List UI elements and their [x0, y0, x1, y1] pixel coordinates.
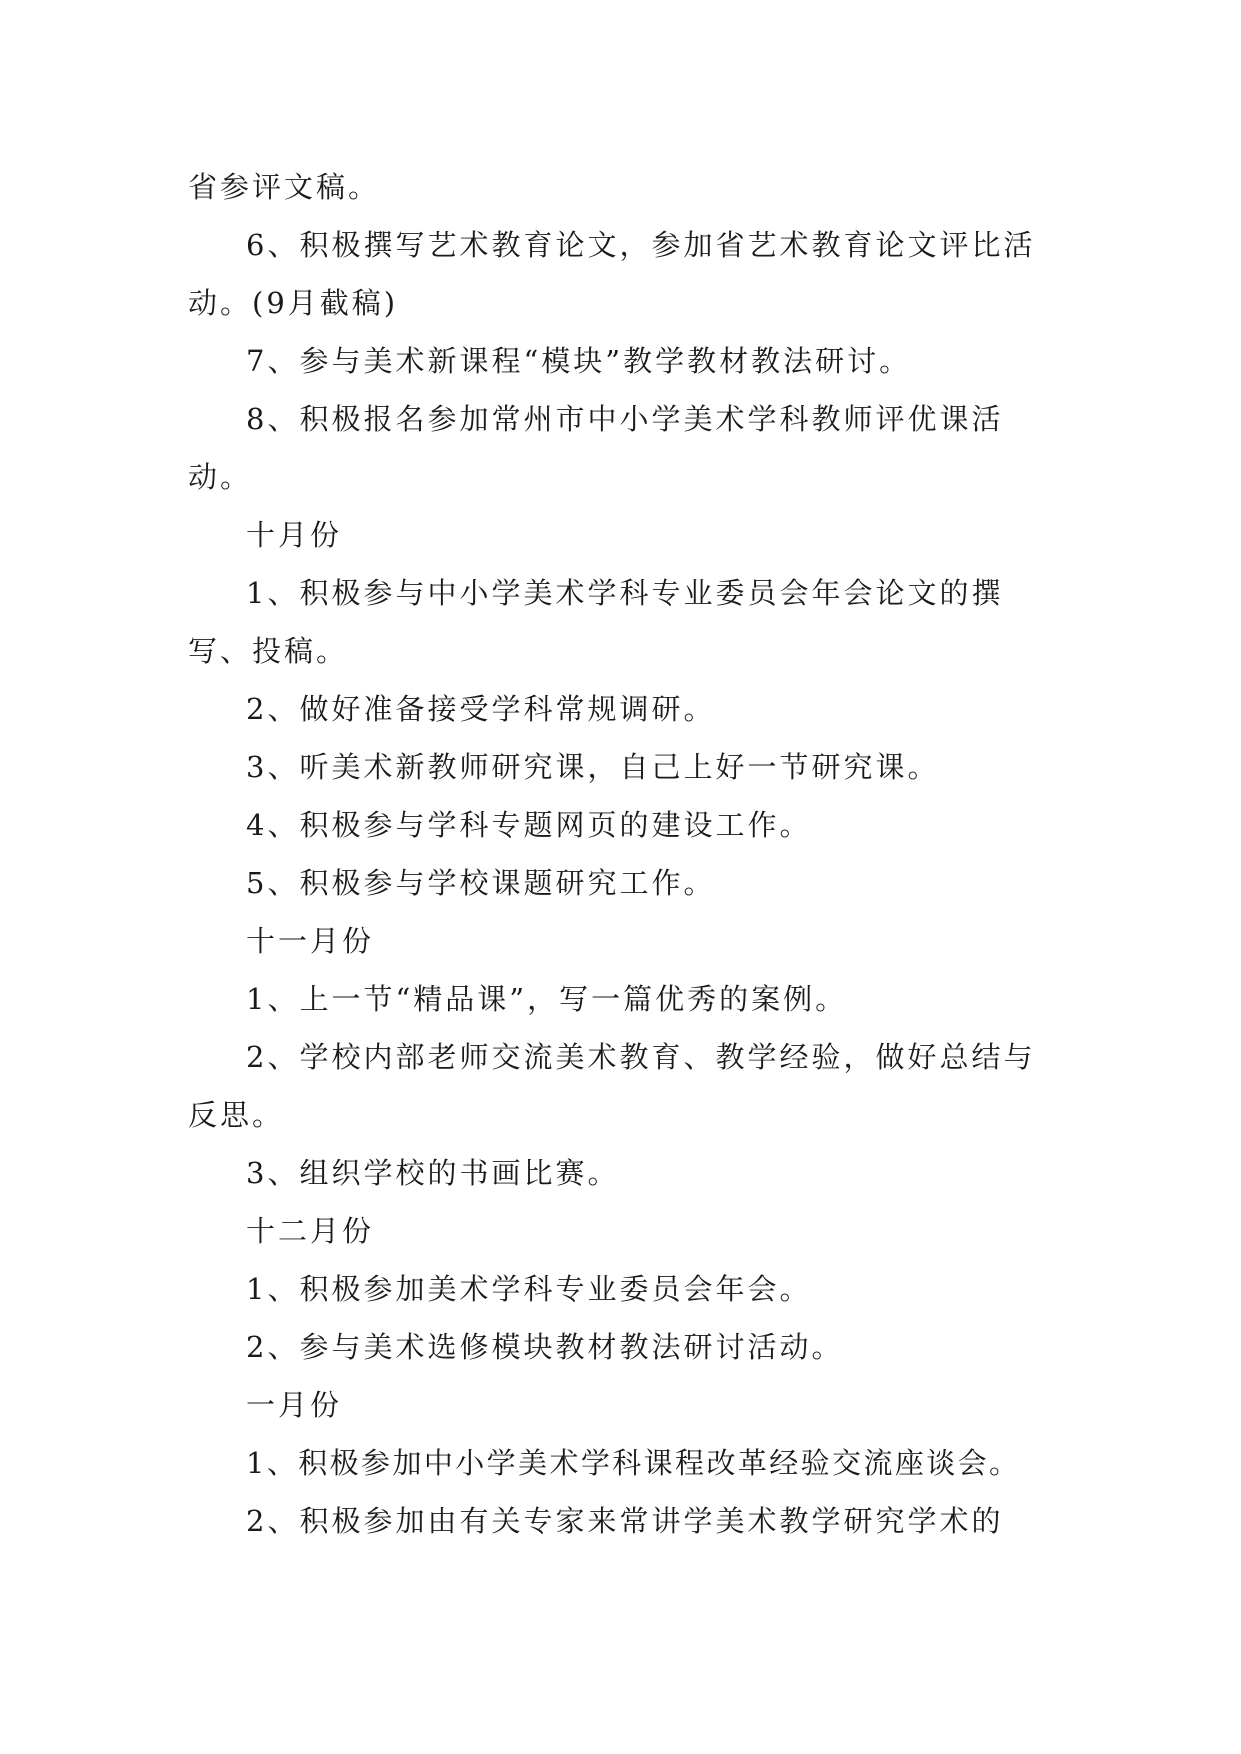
paragraph-october-1: 1、积极参与中小学美术学科专业委员会年会论文的撰写、投稿。	[188, 576, 1004, 668]
document-body	[188, 158, 1058, 1550]
section-heading-october: 十月份	[246, 518, 343, 552]
paragraph-december-1: 1、积极参加美术学科专业委员会年会。	[246, 1272, 812, 1306]
paragraph-item-7: 7、参与美术新课程“模块”教学教材教法研讨。	[246, 344, 912, 378]
paragraph-november-3: 3、组织学校的书画比赛。	[246, 1156, 620, 1190]
paragraph-november-1: 1、上一节“精品课”，写一篇优秀的案例。	[246, 982, 848, 1016]
paragraph-continuation: 省参评文稿。	[188, 170, 381, 204]
paragraph-item-6: 6、积极撰写艺术教育论文，参加省艺术教育论文评比活动。(9月截稿)	[188, 228, 1036, 320]
paragraph-december-2: 2、参与美术选修模块教材教法研讨活动。	[246, 1330, 844, 1364]
paragraph-november-2: 2、学校内部老师交流美术教育、教学经验，做好总结与反思。	[188, 1040, 1036, 1132]
paragraph-january-1: 1、积极参加中小学美术学科课程改革经验交流座谈会。	[246, 1446, 1021, 1480]
paragraph-january-2: 2、积极参加由有关专家来常讲学美术教学研究学术的	[246, 1504, 1004, 1538]
paragraph-october-5: 5、积极参与学校课题研究工作。	[246, 866, 716, 900]
paragraph-october-2: 2、做好准备接受学科常规调研。	[246, 692, 716, 726]
paragraph-october-3: 3、听美术新教师研究课，自己上好一节研究课。	[246, 750, 940, 784]
section-heading-january: 一月份	[246, 1388, 343, 1422]
paragraph-october-4: 4、积极参与学科专题网页的建设工作。	[246, 808, 812, 842]
section-heading-november: 十一月份	[246, 924, 375, 958]
paragraph-item-8: 8、积极报名参加常州市中小学美术学科教师评优课活动。	[188, 402, 1004, 494]
section-heading-december: 十二月份	[246, 1214, 375, 1248]
